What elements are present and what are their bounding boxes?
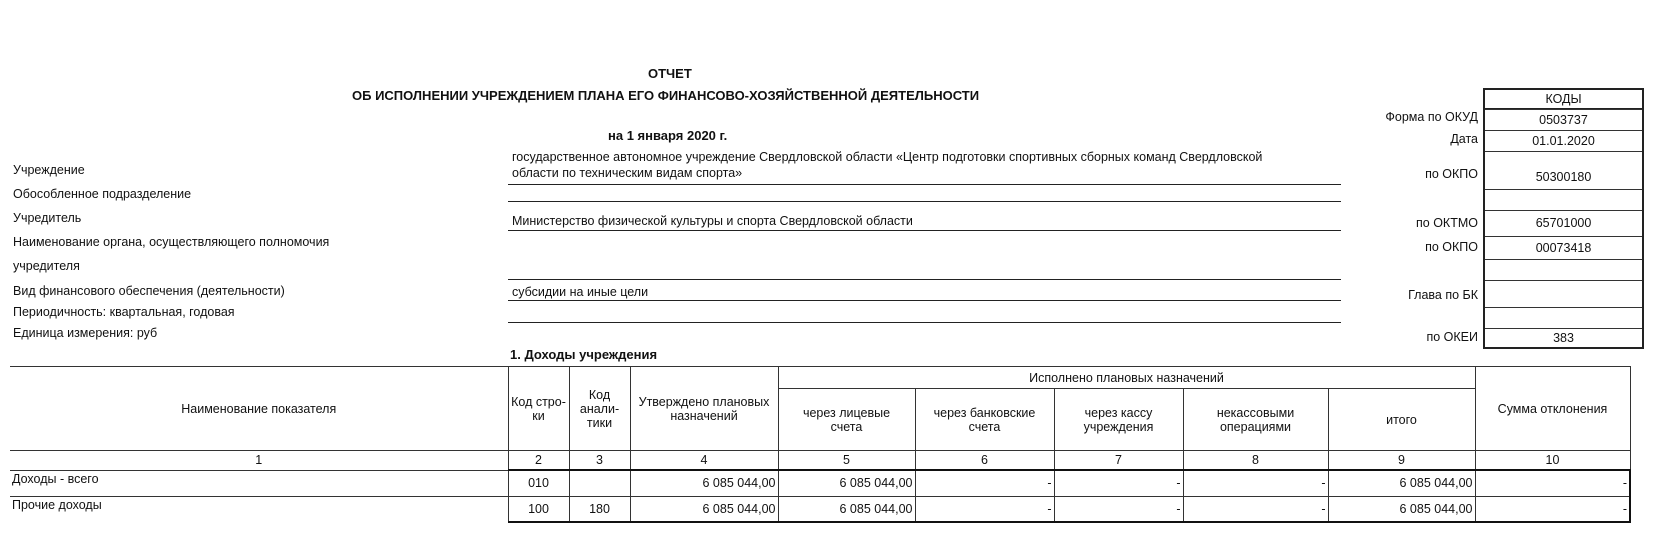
header-total: итого: [1328, 389, 1475, 451]
header-bank: через банковские счета: [915, 389, 1054, 451]
row-approved: 6 085 044,00: [630, 496, 778, 522]
code-blank-3: [1485, 307, 1642, 328]
institution-label: Учреждение: [13, 163, 85, 177]
institution-value-cont: области по техническим видам спорта»: [512, 166, 743, 180]
okpo-label: по ОКПО: [1425, 167, 1478, 181]
glava-label: Глава по БК: [1408, 288, 1478, 302]
col-num: 2: [508, 451, 569, 471]
row-name: Доходы - всего: [10, 470, 508, 496]
row-bank: -: [915, 470, 1054, 496]
col-num: 5: [778, 451, 915, 471]
codes-header: КОДЫ: [1485, 90, 1642, 109]
row-line-code: 010: [508, 470, 569, 496]
funding-label: Вид финансового обеспечения (деятельности): [13, 284, 285, 298]
field-underline: [508, 322, 1341, 323]
okpo2-label: по ОКПО: [1425, 240, 1478, 254]
col-num: 3: [569, 451, 630, 471]
row-cash: -: [1054, 496, 1183, 522]
col-num: 9: [1328, 451, 1475, 471]
report-subtitle: ОБ ИСПОЛНЕНИИ УЧРЕЖДЕНИЕМ ПЛАНА ЕГО ФИНАНСОВО-ХОЗЯЙСТВЕННОЙ ДЕЯТЕЛЬНОСТИ: [352, 88, 980, 103]
row-anal-code: 180: [569, 496, 630, 522]
code-okpo2: 00073418: [1485, 236, 1642, 259]
row-anal-code: [569, 470, 630, 496]
table-row: [10, 470, 1630, 496]
funding-value: субсидии на иные цели: [512, 285, 649, 299]
codes-box: [1483, 88, 1644, 349]
unit-label: Единица измерения: руб: [13, 326, 158, 340]
header-deviation: Сумма отклонения: [1475, 367, 1630, 451]
institution-value: государственное автономное учреждение Свердловской области «Центр подготовки спортивных сборных команд Свердловской: [512, 150, 1263, 164]
code-okei: 383: [1485, 328, 1642, 347]
row-personal: 6 085 044,00: [778, 470, 915, 496]
header-approved: Утверждено плановых назначений: [630, 367, 778, 451]
row-deviation: -: [1475, 496, 1630, 522]
row-deviation: -: [1475, 470, 1630, 496]
row-line-code: 100: [508, 496, 569, 522]
report-date: на 1 января 2020 г.: [608, 128, 728, 143]
income-table: [10, 366, 1631, 523]
header-name: Наименование показателя: [10, 367, 508, 451]
row-noncash: -: [1183, 496, 1328, 522]
okei-label: по ОКЕИ: [1426, 330, 1478, 344]
header-cash: через кассу учреждения: [1054, 389, 1183, 451]
col-num: 10: [1475, 451, 1630, 471]
col-num: 7: [1054, 451, 1183, 471]
field-underline: [508, 230, 1341, 231]
authority-label: Наименование органа, осуществляющего полномочия: [13, 235, 330, 249]
code-blank-1: [1485, 189, 1642, 210]
field-underline: [508, 300, 1341, 301]
row-total: 6 085 044,00: [1328, 496, 1475, 522]
row-approved: 6 085 044,00: [630, 470, 778, 496]
col-num: 6: [915, 451, 1054, 471]
authority-label-cont: учредителя: [13, 259, 80, 273]
header-personal: через лицевые счета: [778, 389, 915, 451]
oktmo-label: по ОКТМО: [1416, 216, 1478, 230]
code-date: 01.01.2020: [1485, 130, 1642, 151]
row-noncash: -: [1183, 470, 1328, 496]
col-num: 4: [630, 451, 778, 471]
header-noncash: некассовыми операциями: [1183, 389, 1328, 451]
row-total: 6 085 044,00: [1328, 470, 1475, 496]
division-label: Обособленное подразделение: [13, 187, 192, 201]
code-okpo: 50300180: [1485, 151, 1642, 189]
table-row: [10, 496, 1630, 522]
col-num: 8: [1183, 451, 1328, 471]
founder-value: Министерство физической культуры и спорта Свердловской области: [512, 214, 913, 228]
date-label: Дата: [1450, 132, 1478, 146]
field-underline: [508, 201, 1341, 202]
code-glava: [1485, 280, 1642, 307]
field-underline: [508, 279, 1341, 280]
report-title: ОТЧЕТ: [648, 66, 692, 81]
col-num: 1: [10, 451, 508, 471]
row-personal: 6 085 044,00: [778, 496, 915, 522]
header-executed: Исполнено плановых назначений: [778, 367, 1475, 389]
periodicity-label: Периодичность: квартальная, годовая: [13, 305, 235, 319]
founder-label: Учредитель: [13, 211, 82, 225]
code-okud: 0503737: [1485, 109, 1642, 130]
row-cash: -: [1054, 470, 1183, 496]
header-code-line: Код стро-ки: [508, 367, 569, 451]
row-name: Прочие доходы: [10, 496, 508, 522]
section-title: 1. Доходы учреждения: [510, 347, 658, 362]
code-blank-2: [1485, 259, 1642, 280]
row-bank: -: [915, 496, 1054, 522]
code-oktmo: 65701000: [1485, 210, 1642, 236]
okud-label: Форма по ОКУД: [1385, 110, 1478, 124]
header-code-anal: Код анали-тики: [569, 367, 630, 451]
field-underline: [508, 184, 1341, 185]
